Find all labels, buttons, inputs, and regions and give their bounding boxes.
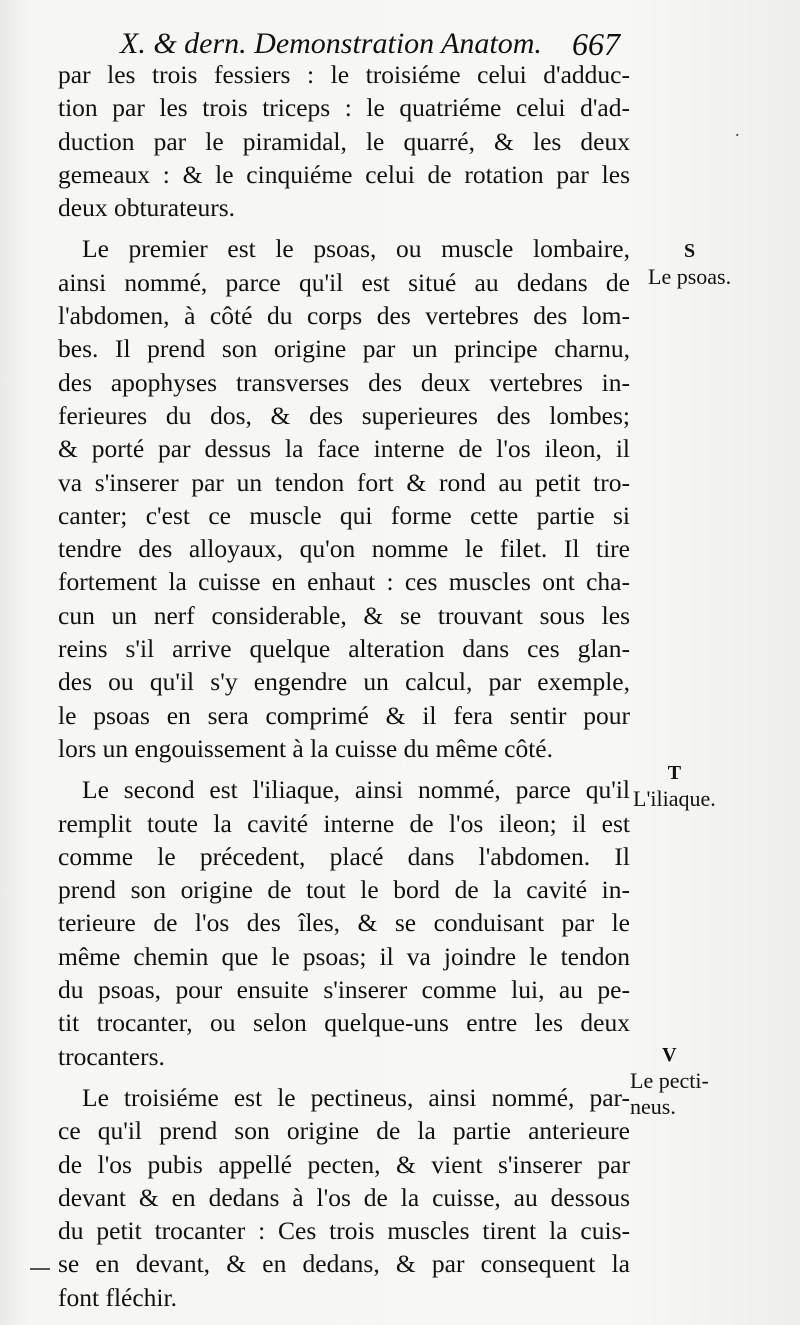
text-line: bes. Il prend son origine par un principe charnu,: [58, 334, 630, 364]
text-line: devant & en dedans à l'os de la cuisse, au dessous: [58, 1182, 630, 1212]
text-line: duction par le piramidal, le quarré, & les deux: [58, 126, 630, 156]
paragraph-gap: [58, 224, 630, 232]
text-line: & porté par dessus la face interne de l'os ileon, il: [58, 434, 630, 464]
text-line: comme le précedent, placé dans l'abdomen. Il: [58, 841, 630, 871]
margin-note-psoas: [648, 238, 731, 290]
paragraph: [58, 58, 630, 224]
main-text: [58, 58, 630, 1314]
margin-note-text: Le psoas.: [648, 264, 732, 289]
ink-speck: .: [735, 120, 740, 140]
text-line: prend son origine de tout le bord de la cavité in-: [58, 875, 630, 905]
text-line: font fléchir.: [58, 1282, 177, 1312]
text-line: deux obturateurs.: [58, 193, 236, 223]
text-line: du petit trocanter : Ces trois muscles tirent la cuis-: [58, 1216, 630, 1246]
text-line: trocanters.: [58, 1041, 165, 1071]
page-edge-mark: [30, 1268, 50, 1270]
paragraph-gap: [58, 1073, 630, 1081]
text-line: tion par les trois triceps : le quatriéme celui d'ad-: [58, 93, 630, 123]
text-line: tit trocanter, ou selon quelque-uns entre les deux: [58, 1008, 630, 1038]
margin-note-key: V: [662, 1044, 677, 1066]
text-line: le psoas en sera comprimé & il fera sentir pour: [58, 700, 630, 730]
paragraph: [58, 232, 630, 765]
paragraph: [58, 773, 630, 1073]
text-line: des ou qu'il s'y engendre un calcul, par exemple,: [58, 667, 630, 697]
text-line: du psoas, pour ensuite s'inserer comme lui, au pe-: [58, 975, 630, 1005]
page-number: 667: [572, 26, 620, 62]
text-line: remplit toute la cavité interne de l'os ileon; il est: [58, 808, 630, 838]
text-line: gemeaux : & le cinquiéme celui de rotation par les: [58, 159, 630, 189]
text-line: par les trois fessiers : le troisiéme celui d'adduc-: [58, 60, 630, 89]
text-line: fortement la cuisse en enhaut : ces muscles ont cha-: [58, 567, 630, 597]
margin-note-text: Le pecti-: [630, 1068, 709, 1093]
text-line: ferieures du dos, & des superieures des lombes;: [58, 400, 630, 430]
margin-note-text: L'iliaque.: [633, 786, 716, 811]
text-line: ce qu'il prend son origine de la partie anterieure: [58, 1116, 630, 1146]
paragraph-gap: [58, 765, 630, 773]
margin-note-iliaque: [633, 760, 716, 812]
text-line: va s'inserer par un tendon fort & rond au petit tro-: [58, 467, 630, 497]
text-line: des apophyses transverses des deux vertebres in-: [58, 367, 630, 397]
text-line: terieure de l'os des îles, & se conduisant par le: [58, 908, 630, 938]
text-line: ainsi nommé, parce qu'il est situé au dedans de: [58, 267, 630, 297]
running-title: X. & dern. Demonstration Anatom.: [120, 27, 542, 60]
text-line: l'abdomen, à côté du corps des vertebres des lom-: [58, 301, 630, 331]
margin-note-key: T: [667, 762, 682, 784]
text-line: Le second est l'iliaque, ainsi nommé, parce qu'il: [82, 775, 630, 805]
text-line: cun un nerf considerable, & se trouvant sous les: [58, 600, 630, 630]
text-line: reins s'il arrive quelque alteration dans ces glan-: [58, 634, 630, 664]
text-line: de l'os pubis appellé pecten, & vient s'inserer par: [58, 1149, 630, 1179]
margin-note-key: S: [683, 240, 696, 262]
margin-note-text-continued: neus.: [630, 1094, 676, 1119]
text-line: tendre des alloyaux, qu'on nomme le filet. Il tire: [58, 534, 630, 564]
text-line: Le troisiéme est le pectineus, ainsi nommé, par-: [82, 1082, 630, 1112]
text-line: Le premier est le psoas, ou muscle lombaire,: [82, 234, 630, 264]
margin-note-pectineus: [630, 1042, 709, 1120]
text-line: lors un engouissement à la cuisse du même côté.: [58, 733, 553, 763]
text-line: même chemin que le psoas; il va joindre le tendon: [58, 941, 630, 971]
text-line: canter; c'est ce muscle qui forme cette partie si: [58, 500, 630, 530]
paragraph: [58, 1081, 630, 1314]
text-line: se en devant, & en dedans, & par consequent la: [58, 1249, 630, 1279]
